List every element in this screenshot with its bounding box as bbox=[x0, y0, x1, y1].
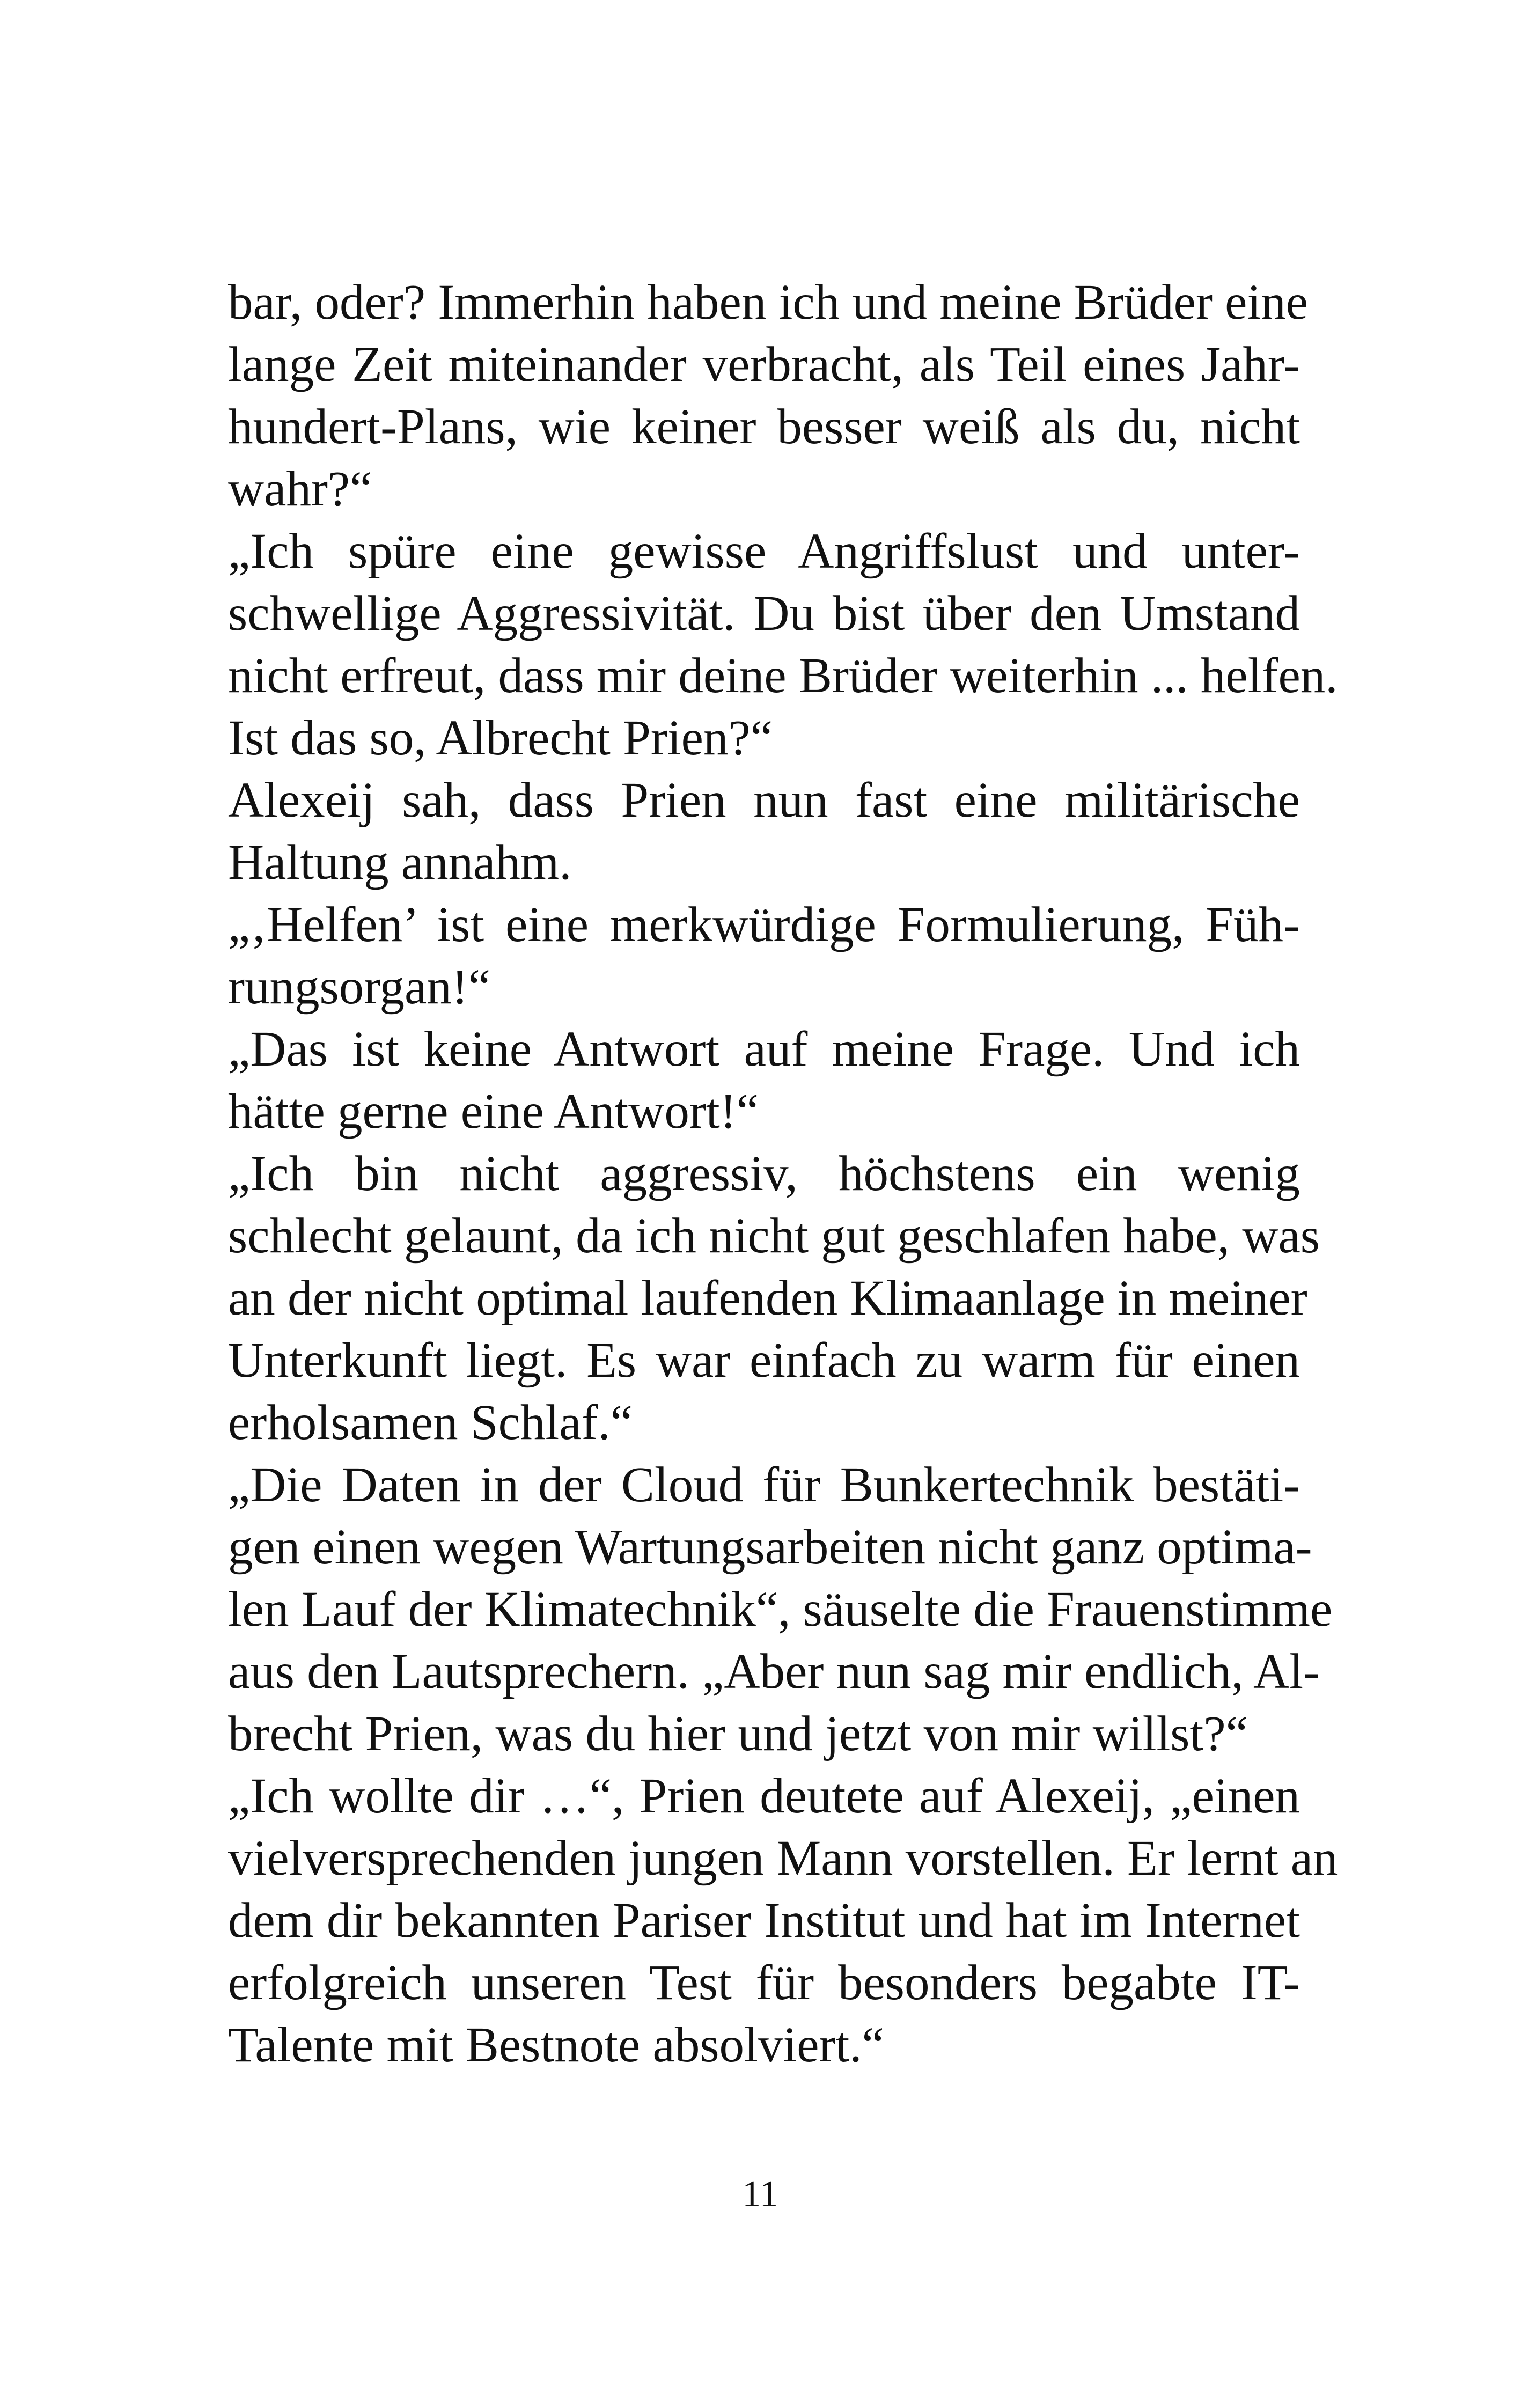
text-line: dem dir bekannten Pariser Institut und hat im Internet bbox=[228, 1893, 1300, 1948]
text-line: „‚Helfen’ ist eine merkwürdige Formulierung, Füh- bbox=[228, 897, 1300, 952]
text-line: „Ich bin nicht aggressiv, höchstens ein wenig bbox=[228, 1146, 1300, 1201]
text-line: „Ich wollte dir …“, Prien deutete auf Alexeij, „einen bbox=[228, 1768, 1300, 1824]
text-line: bar, oder? Immerhin haben ich und meine Brüder eine bbox=[228, 275, 1309, 330]
text-line: erfolgreich unseren Test für besonders begabte IT- bbox=[228, 1955, 1300, 2010]
text-line: schlecht gelaunt, da ich nicht gut geschlafen habe, was bbox=[228, 1208, 1320, 1264]
text-line: erholsamen Schlaf.“ bbox=[228, 1395, 633, 1450]
text-line: hundert-Plans, wie keiner besser weiß als du, nicht bbox=[228, 399, 1300, 454]
text-line: hätte gerne eine Antwort!“ bbox=[228, 1084, 759, 1139]
text-line: „Das ist keine Antwort auf meine Frage. Und ich bbox=[228, 1022, 1300, 1077]
body-text bbox=[228, 271, 1338, 2076]
text-line: Ist das so, Albrecht Prien?“ bbox=[228, 710, 773, 766]
text-line: aus den Lautsprechern. „Aber nun sag mir endlich, Al- bbox=[228, 1644, 1320, 1699]
page-number: 11 bbox=[742, 2174, 778, 2215]
text-line: an der nicht optimal laufenden Klimaanlage in meiner bbox=[228, 1271, 1307, 1326]
text-line: „Ich spüre eine gewisse Angriffslust und unter- bbox=[228, 524, 1300, 579]
text-line: rungsorgan!“ bbox=[228, 959, 490, 1015]
text-line: „Die Daten in der Cloud für Bunkertechnik bestäti- bbox=[228, 1457, 1300, 1513]
text-line: nicht erfreut, dass mir deine Brüder weiterhin ... helfen. bbox=[228, 648, 1338, 703]
text-line: len Lauf der Klimatechnik“, säuselte die Frauenstimme bbox=[228, 1582, 1333, 1637]
text-line: Talente mit Bestnote absolviert.“ bbox=[228, 2017, 884, 2073]
text-line: gen einen wegen Wartungsarbeiten nicht ganz optima- bbox=[228, 1519, 1312, 1575]
text-line: Unterkunft liegt. Es war einfach zu warm für einen bbox=[228, 1333, 1300, 1388]
text-line: lange Zeit miteinander verbracht, als Teil eines Jahr- bbox=[228, 337, 1300, 392]
text-line: brecht Prien, was du hier und jetzt von mir willst?“ bbox=[228, 1706, 1248, 1761]
text-line: schwellige Aggressivität. Du bist über den Umstand bbox=[228, 586, 1300, 641]
text-line: wahr?“ bbox=[228, 461, 372, 517]
text-line: vielversprechenden jungen Mann vorstellen. Er lernt an bbox=[228, 1831, 1338, 1886]
text-line: Haltung annahm. bbox=[228, 835, 572, 890]
text-line: Alexeij sah, dass Prien nun fast eine militärische bbox=[228, 773, 1300, 828]
